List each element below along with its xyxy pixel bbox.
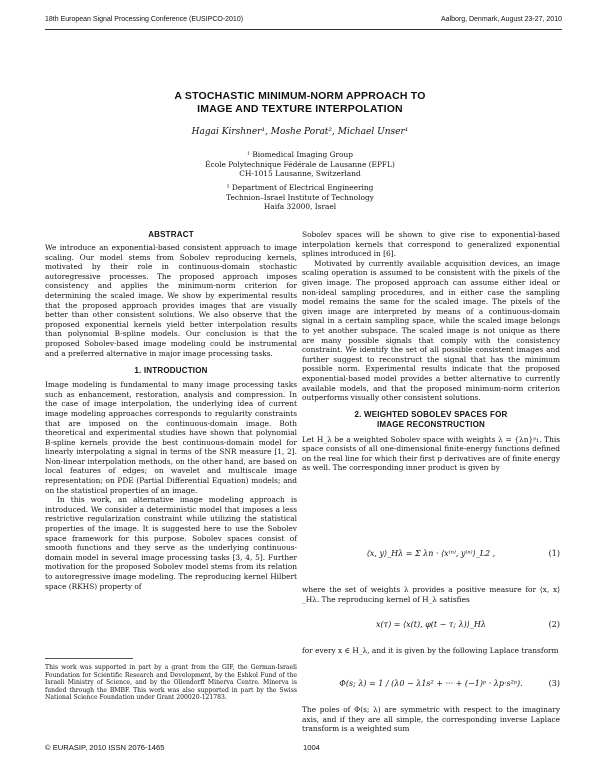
equation-3: [302, 679, 560, 688]
section-2-paragraph-3: for every x ∈ H_λ, and it is given by the following Laplace transform: [302, 646, 559, 655]
affiliation-2-line: Technion–Israel Institute of Technology: [226, 192, 374, 202]
equation-2-number: (2): [548, 620, 560, 629]
right-column-top: [302, 230, 560, 473]
affiliation-2: [60, 183, 540, 212]
left-column: [45, 230, 297, 591]
equation-1: [302, 549, 560, 558]
affiliation-1-line: CH-1015 Lausanne, Switzerland: [239, 169, 361, 179]
copyright-issn: [45, 743, 164, 752]
affiliation-1-line: ¹ Biomedical Imaging Group: [247, 150, 353, 159]
equation-1-body: ⟨x, y⟩_Hλ = Σ λn · ⟨x⁽ⁿ⁾, y⁽ⁿ⁾⟩_L2 ,: [366, 549, 496, 558]
right-paragraph-2: Motivated by currently available acquisition devices, an image scaling operation is assumed to be consistent with the pixels of the given image. The proposed approach can assume either ideal or non-ideal sampling procedures, and in either case the sampling model remains the same for the scaled image. The pixels of the given image are interpreted by means of a continuous-domain signal in a certain sampling space, while the scaled image belongs to yet another subspace. The scaled image is not unique as there are many possible signals that comply with the consistency constraint. We identify the set of all possible consistent images and further suggest to reconstruct the signal that has the minimum possible norm. Experimental results indicate that the proposed exponential-based model provides a better alternative to currently available models, and that the proposed minimum-norm criterion outperforms visually other consistent solutions.: [302, 258, 560, 403]
right-column-lower: [302, 646, 560, 656]
equation-3-number: (3): [548, 679, 560, 688]
section-2-paragraph-1: Let H_λ be a weighted Sobolev space with weights λ = {λn}ᵖ₁. This space consists of all one-dimensional finite-energy functions defined on the real line for which their first p derivatives are of finite energy as well. The corresponding inner product is given by: [302, 434, 560, 473]
right-column-bottom: [302, 705, 560, 734]
right-paragraph-1: Sobolev spaces will be shown to give rise to exponential-based interpolation kernels that correspond to generalized exponential splines introduced in [6].: [302, 230, 560, 259]
section-2-paragraph-4: The poles of Φ(s; λ) are symmetric with respect to the imaginary axis, and if they are all simple, the corresponding inverse Laplace transform is a weighted sum: [302, 705, 560, 734]
affiliation-1: [60, 150, 540, 179]
copyright-text: © EURASIP, 2010 ISSN 2076-1465: [45, 743, 165, 752]
conference-location-date: Aalborg, Denmark, August 23-27, 2010: [440, 16, 562, 23]
equation-2-body: x(τ) = ⟨x(t), φ(t − τ; λ)⟩_Hλ: [376, 620, 486, 629]
affiliation-2-line: Haifa 32000, Israel: [263, 202, 337, 212]
abstract-heading: ABSTRACT: [148, 230, 194, 239]
section-2-paragraph-2: where the set of weights λ provides a positive measure for ⟨x, x⟩_Hλ. The reproducing kernel of H_λ satisfies: [302, 585, 560, 604]
intro-paragraph-2: In this work, an alternative image modeling approach is introduced. We consider a deterministic model that imposes a less restrictive regularization constraint while utilizing the statistical properties of the image. It is suggested here to use the Sobolev space framework for this purpose. Sobolev spaces consist of smooth functions and they serve as the underlying continuous-domain model in several image processing tasks [3, 4, 5]. Further motivation for the proposed Sobolev model stems from its relation to autoregressive image modeling. The reproducing kernel Hilbert space (RKHS) property of: [45, 495, 297, 591]
section-1-heading: 1. INTRODUCTION: [134, 366, 208, 376]
section-2-heading-line-2: IMAGE RECONSTRUCTION: [377, 419, 485, 429]
funding-footnote: This work was supported in part by a grant from the GIF, the German-Israeli Foundation for Scientific Research and Development, by the Eshkol Fund of the Israeli Ministry of Science, and by the Ollendorff Minerva Centre. Minerva is funded through the BMBF. This work was also supported in part by the Swiss National Science Foundation under Grant 200020-121783.: [45, 664, 297, 702]
equation-2: [302, 620, 560, 629]
page-number: 1004: [303, 743, 320, 752]
section-2-heading: [302, 410, 560, 430]
running-header: [45, 16, 562, 28]
equation-1-number: (1): [548, 549, 560, 558]
right-column-mid: [302, 585, 560, 604]
intro-paragraph-1: Image modeling is fundamental to many image processing tasks such as enhancement, restoration, analysis and compression. In the case of image interpolation, the underlying idea of current image modeling approaches corresponds to regularity constraints that are imposed on the continuous-domain image. Both theoretical and experimental studies have shown that polynomial B-spline kernels provide the best continuous-domain model for linearly interpolating a signal in terms of the SNR measure [1, 2]. Non-linear interpolation methods, on the other hand, are based on local features of edges; on wavelet and multiscale image representation; on PDE (Partial Differential Equation) models; and on the statistical properties of an image.: [45, 380, 297, 495]
title-line-2: IMAGE AND TEXTURE INTERPOLATION: [197, 103, 403, 115]
conference-name: 18th European Signal Processing Conference (EUSIPCO-2010): [45, 16, 244, 23]
abstract-text: We introduce an exponential-based consistent approach to image scaling. Our model stems from Sobolev reproducing kernels, motivated by their role in continuous-domain stochastic autoregressive processes. The proposed approach imposes consistency and applies the minimum-norm criterion for determining the scaled image. We show by experimental results that the proposed approach provides images that are visually better than other consistent solutions. We also observe that the proposed exponential kernels yield better interpolation results than polynomial B-spline models. Our conclusion is that the proposed Sobolev-based image modeling could be instrumental and a preferred alternative in major image processing tasks.: [45, 243, 297, 358]
affiliation-1-line: École Polytechnique Fédérale de Lausanne (EPFL): [205, 159, 395, 169]
section-2-heading-line-1: 2. WEIGHTED SOBOLEV SPACES FOR: [354, 409, 508, 419]
footnote-rule: [45, 658, 133, 659]
author-list: Hagai Kirshner¹, Moshe Porat², Michael Unser¹: [191, 127, 409, 137]
title-line-1: A STOCHASTIC MINIMUM-NORM APPROACH TO: [174, 90, 426, 102]
header-rule: [45, 29, 562, 30]
paper-title: [60, 90, 540, 116]
affiliation-2-line: ² Department of Electrical Engineering: [226, 183, 374, 192]
equation-3-body: Φ(s; λ) = 1 / (λ0 − λ1s² + ··· + (−1)ᵖ · λp·s²ᵖ).: [339, 679, 523, 688]
